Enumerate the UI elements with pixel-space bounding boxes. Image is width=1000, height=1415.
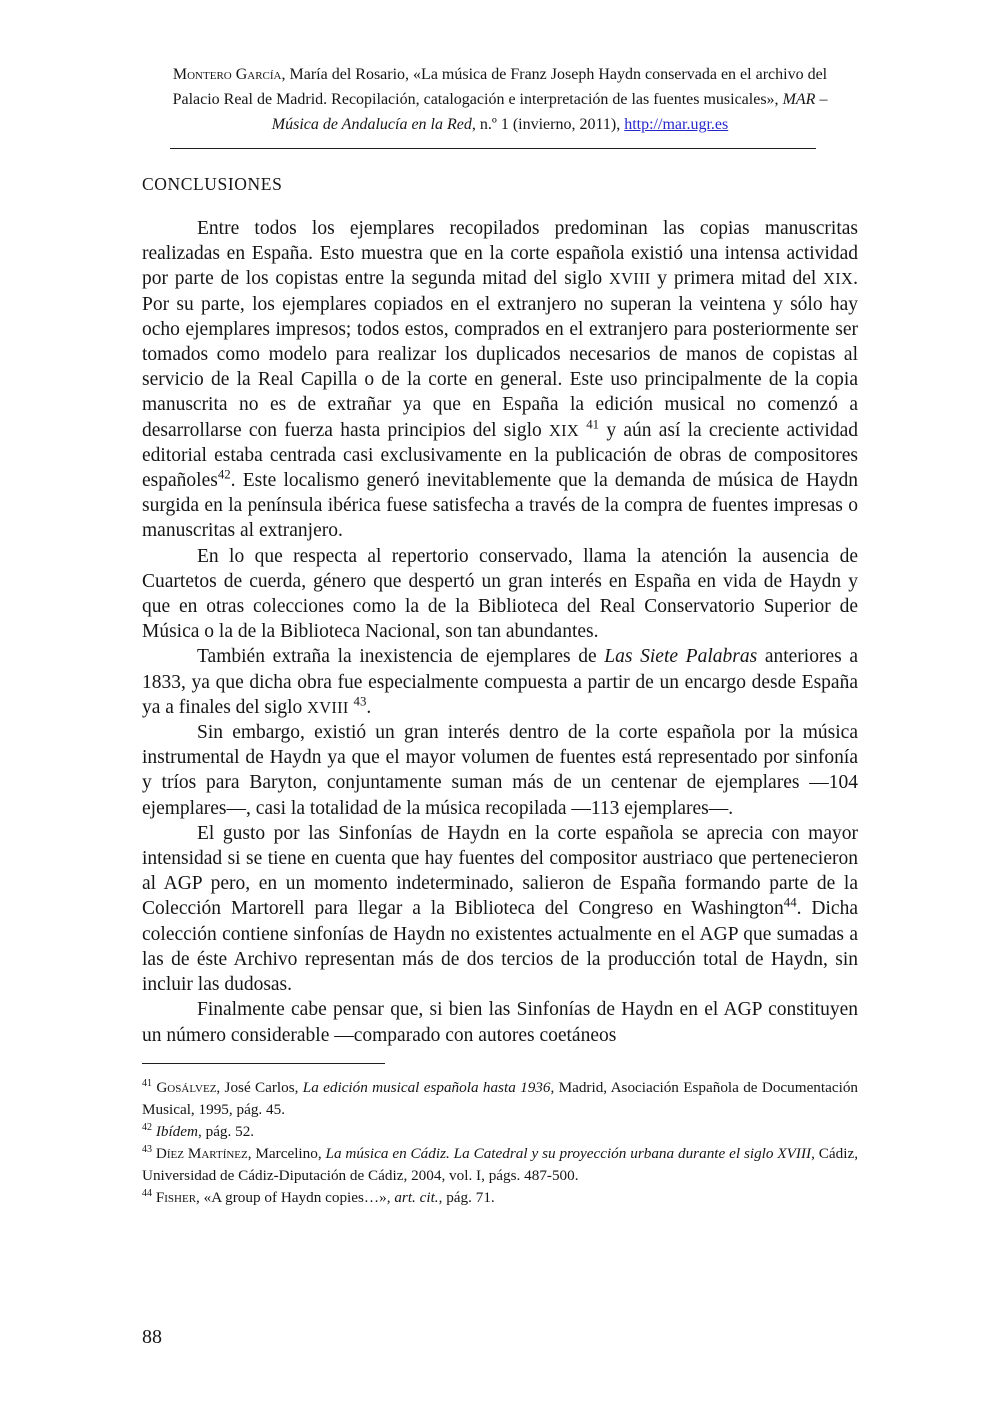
- text-segment: XVIII: [608, 269, 651, 289]
- footnote-marker: 42: [217, 467, 231, 482]
- text-segment: XIX: [548, 420, 579, 440]
- footnote: [142, 1077, 858, 1121]
- text-segment: , pág. 52.: [198, 1122, 255, 1140]
- body-paragraph: [142, 997, 858, 1047]
- text-segment: , pág. 71.: [438, 1188, 495, 1206]
- text-segment: También extraña la inexistencia de ejemplares de: [197, 646, 605, 668]
- footnote: [142, 1143, 858, 1187]
- text-segment: y primera mitad del: [650, 268, 824, 290]
- footnote: [142, 1187, 858, 1209]
- footnote-rule: [142, 1063, 385, 1064]
- text-segment: , María del Rosario, «La música de Franz Joseph Haydn conservada en el archivo del Palacio Real de Madrid. Recopilación, catalogación e interpretación de las fuentes musicales»,: [172, 66, 828, 108]
- text-segment: Sin embargo, existió un gran interés dentro de la corte española por la música instrumental de Haydn ya que el mayor volumen de fuentes está representado por sinfonía y tríos para Baryton, conjuntamente suman más de un centenar de ejemplares —104 ejemplares—, casi la totalidad de la música recopilada —113 ejemplares—.: [142, 722, 858, 819]
- text-segment: , Marcelino,: [247, 1144, 326, 1162]
- footnote-marker: 44: [783, 895, 797, 910]
- text-segment: , Madrid, Asociación Española de Documentación Musical, 1995, pág. 45.: [142, 1078, 859, 1118]
- footnotes: [142, 1077, 858, 1209]
- text-segment: Las Siete Palabras: [604, 646, 758, 668]
- text-segment: , n.º 1 (invierno, 2011),: [471, 116, 625, 133]
- text-segment: MAR – Música de Andalucía en la Red: [271, 91, 828, 133]
- text-segment: , Cádiz, Universidad de Cádiz-Diputación de Cádiz, 2004, vol. I, págs. 487-500.: [142, 1144, 859, 1184]
- footnote-marker: 44: [142, 1187, 153, 1199]
- body-paragraph: [142, 720, 858, 821]
- mar-ugr-link[interactable]: http://mar.ugr.es: [624, 116, 729, 133]
- page-content: [142, 62, 858, 1209]
- body-paragraph: [142, 644, 858, 720]
- text-segment: anteriores a 1833, ya que dicha obra fue especialmente compuesta a partir de un encargo desde España ya a finales del siglo: [142, 646, 858, 718]
- text-segment: Díez Martínez: [155, 1144, 248, 1162]
- text-segment: XIX: [823, 269, 854, 289]
- text-segment: La edición musical española hasta 1936: [302, 1078, 551, 1096]
- text-segment: La música en Cádiz. La Catedral y su proyección urbana durante el siglo XVIII: [325, 1144, 812, 1162]
- text-segment: y aún así la creciente actividad editorial estaba centrada casi exclusivamente en la publicación de obras de compositores españoles: [142, 419, 858, 492]
- footnote-marker: 41: [142, 1077, 153, 1089]
- text-segment: art. cit.: [394, 1188, 439, 1206]
- body-paragraphs: [142, 216, 858, 1048]
- body-paragraph: [142, 544, 858, 645]
- page-number: 88: [142, 1326, 162, 1348]
- body-paragraph: [142, 821, 858, 997]
- citation-header: [156, 62, 844, 137]
- footnote: [142, 1121, 858, 1143]
- text-segment: Montero García: [172, 66, 282, 83]
- text-segment: El gusto por las Sinfonías de Haydn en la corte española se aprecia con mayor intensidad si se tiene en cuenta que hay fuentes del compositor austriaco que pertenecieron al AGP pero, en un momento indeterminado, salieron de España formando parte de la Colección Martorell para llegar a la Biblioteca del Congreso en Washington: [142, 822, 858, 920]
- text-segment: , José Carlos,: [216, 1078, 303, 1096]
- text-segment: Finalmente cabe pensar que, si bien las Sinfonías de Haydn en el AGP constituyen un número considerable —comparado con autores coetáneos: [142, 999, 858, 1046]
- text-segment: Fisher: [155, 1188, 197, 1206]
- footnote-marker: 42: [142, 1121, 153, 1133]
- header-rule: [170, 148, 816, 149]
- text-segment: . Por su parte, los ejemplares copiados en el extranjero no superan la veintena y sólo hay ocho ejemplares impresos; todos estos, comprados en el extranjero para posteriormente ser tomados como modelo para realizar los duplicados necesarios de manos de copistas al servicio de la Real Capilla o de la corte en general. Este uso principalmente de la copia manuscrita no es de extrañar ya que en España la edición musical no comenzó a desarrollarse con fuerza hasta principios del siglo: [142, 268, 858, 441]
- text-segment: . Dicha colección contiene sinfonías de Haydn no existentes actualmente en el AGP que sumadas a las de éste Archivo representan más de dos tercios de la producción total de Haydn, sin incluir las dudosas.: [142, 898, 858, 996]
- footnote-marker: 43: [353, 694, 367, 709]
- text-segment: , «A group of Haydn copies…»,: [196, 1188, 395, 1206]
- body-paragraph: [142, 216, 858, 544]
- footnote-marker: 43: [142, 1143, 153, 1155]
- text-segment: XVIII: [307, 697, 349, 717]
- text-segment: . Este localismo generó inevitablemente que la demanda de música de Haydn surgida en la península ibérica fuese satisfecha a través de la compra de fuentes impresas o manuscritas al extranjero.: [142, 470, 858, 542]
- text-segment: Entre todos los ejemplares recopilados predominan las copias manuscritas realizadas en España. Esto muestra que en la corte española existió una intensa actividad por parte de los copistas entre la segunda mitad del siglo: [142, 218, 858, 290]
- text-segment: Gosálvez: [156, 1078, 217, 1096]
- section-title: CONCLUSIONES: [142, 174, 283, 194]
- text-segment: En lo que respecta al repertorio conservado, llama la atención la ausencia de Cuartetos de cuerda, género que despertó un gran interés en España en vida de Haydn y que en otras colecciones como la de la Biblioteca del Real Conservatorio Superior de Música o la de la Biblioteca Nacional, son tan abundantes.: [142, 545, 858, 643]
- text-segment: Ibídem: [155, 1122, 198, 1140]
- text-segment: .: [366, 696, 372, 718]
- footnote-marker: 41: [586, 417, 600, 432]
